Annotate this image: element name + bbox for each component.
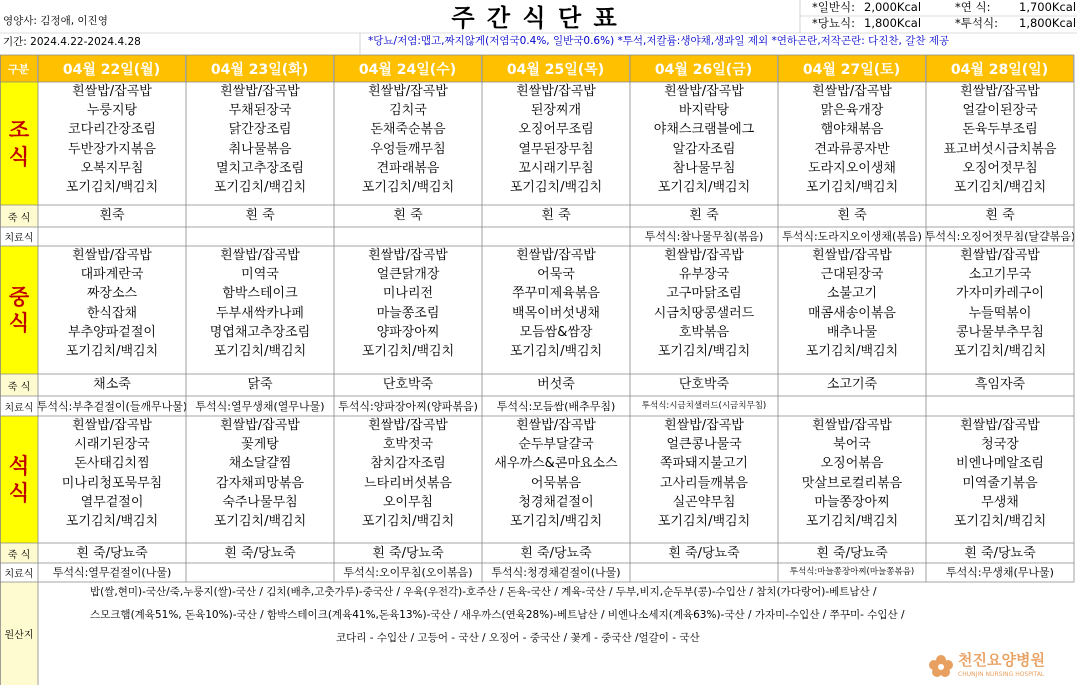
- menu-cell: 꽃게탕: [241, 437, 279, 453]
- menu-cell: 돈육두부조림: [962, 122, 1038, 138]
- menu-cell: 흰쌀밥/잡곡밥: [220, 418, 300, 433]
- flower-icon: [928, 652, 954, 682]
- hospital-logo: [926, 650, 1076, 684]
- menu-cell: 표고버섯시금치볶음: [943, 141, 1057, 157]
- menu-cell: 포기김치/백김치: [361, 344, 455, 359]
- menu-cell: 얼갈이된장국: [962, 103, 1038, 119]
- day-header: 04월 28일(일): [926, 55, 1074, 82]
- origin-line-3: 코다리 - 수입산 / 고등어 - 국산 / 오징어 - 중국산 / 꽃게 - 중국산 /얼갈이 - 국산: [336, 632, 700, 644]
- menu-cell: 마늘쫑장아찌: [814, 494, 890, 510]
- porridge-cell: 채소죽: [93, 377, 131, 392]
- menu-cell: 흰쌀밥/잡곡밥: [960, 84, 1040, 99]
- meal-label-char: 식: [8, 144, 30, 169]
- menu-cell: 흰쌀밥/잡곡밥: [960, 418, 1040, 433]
- menu-cell: 포기김치/백김치: [953, 180, 1047, 195]
- menu-cell: 흰쌀밥/잡곡밥: [960, 248, 1040, 263]
- menu-cell: 시래기된장국: [74, 437, 150, 453]
- menu-cell: 소고기무국: [968, 267, 1032, 283]
- therapy-cell: 투석식:열무겉절이(나물): [52, 566, 172, 579]
- menu-cell: 흰쌀밥/잡곡밥: [664, 248, 744, 263]
- menu-cell: 숙주나물무침: [222, 494, 298, 510]
- porridge-label: 죽 식: [0, 205, 38, 227]
- menu-cell: 콩나물부추무침: [956, 324, 1044, 340]
- menu-cell: 흰쌀밥/잡곡밥: [812, 84, 892, 99]
- menu-cell: 미나리청포묵무침: [61, 475, 163, 491]
- menu-cell: 꼬시래기무침: [518, 160, 594, 176]
- menu-cell: 포기김치/백김치: [213, 180, 307, 195]
- corner-header: 구분: [0, 55, 38, 82]
- therapy-cell: 투석식:도라지오이생채(볶음): [782, 230, 922, 243]
- day-header: 04월 24일(수): [334, 55, 482, 82]
- menu-cell: 포기김치/백김치: [509, 344, 603, 359]
- menu-cell: 포기김치/백김치: [953, 514, 1047, 529]
- therapy-cell: 투석식:모듬쌈(배추무침): [496, 399, 616, 413]
- menu-cell: 포기김치/백김치: [65, 514, 159, 529]
- origin-line-2: 스모크햄(계육51%, 돈육10%)-국산 / 함박스테이크(계육41%,돈육13%)-국산 / 새우까스(연육28%)-베트남산 / 비엔나소세지(계육63%)-국산 / 가자미-수입산 / 쭈꾸미- 수입산 /: [90, 609, 905, 621]
- therapy-cell: 투석식:오이무침(오이볶음): [343, 566, 473, 579]
- menu-cell: 맑은육개장: [820, 103, 884, 119]
- porridge-label: 죽 식: [0, 374, 38, 396]
- menu-cell: 포기김치/백김치: [361, 180, 455, 195]
- menu-cell: 백목이버섯냉채: [512, 305, 600, 321]
- menu-cell: 포기김치/백김치: [657, 180, 751, 195]
- menu-cell: 흰쌀밥/잡곡밥: [664, 84, 744, 99]
- menu-cell: 얼큰닭개장: [376, 267, 440, 283]
- menu-cell: 청국장: [981, 437, 1019, 453]
- porridge-cell: 버섯죽: [537, 377, 575, 392]
- menu-cell: 포기김치/백김치: [509, 180, 603, 195]
- menu-cell: 견과류콩자반: [814, 141, 890, 157]
- menu-cell: 흰쌀밥/잡곡밥: [72, 418, 152, 433]
- therapy-cell: 투석식:시금치샐러드(시금치무침): [641, 400, 767, 411]
- menu-cell: 오복지무침: [80, 160, 144, 176]
- menu-cell: 호박젓국: [382, 437, 434, 453]
- menu-cell: 오징어젓무침: [962, 160, 1038, 176]
- menu-cell: 참치감자조림: [370, 456, 446, 472]
- therapy-label: 치료식: [0, 563, 38, 582]
- origin-label: 원산지: [0, 582, 38, 685]
- menu-cell: 짜장소스: [86, 286, 138, 302]
- porridge-cell: 단호박죽: [382, 377, 434, 392]
- meal-label-char: 석: [8, 454, 30, 479]
- menu-cell: 오이무침: [382, 494, 434, 510]
- menu-cell: 무채된장국: [228, 103, 292, 119]
- menu-cell: 흰쌀밥/잡곡밥: [812, 248, 892, 263]
- therapy-label: 치료식: [0, 396, 38, 416]
- period: 기간: 2024.4.22-2024.4.28: [3, 36, 141, 48]
- menu-cell: 새우까스&콘마요소스: [494, 456, 618, 472]
- day-header: 04월 22일(월): [38, 55, 186, 82]
- menu-cell: 쭈꾸미제육볶음: [512, 286, 600, 302]
- day-header: 04월 23일(화): [186, 55, 334, 82]
- menu-cell: 누룽지탕: [86, 103, 138, 119]
- logo-subtitle: CHUNJIN NURSING HOSPITAL: [958, 671, 1045, 678]
- menu-cell: 미나리전: [382, 286, 434, 302]
- menu-cell: 흰쌀밥/잡곡밥: [516, 418, 596, 433]
- meal-label-dinner: [0, 416, 38, 543]
- calorie-label-soft: *연 식:: [955, 0, 991, 14]
- porridge-cell: 흰 죽: [689, 208, 719, 223]
- menu-cell: 참나물무침: [672, 160, 736, 176]
- therapy-label: 치료식: [0, 227, 38, 246]
- porridge-cell: 흰 죽/당뇨죽: [520, 546, 592, 561]
- menu-cell: 얼큰콩나물국: [666, 437, 742, 453]
- menu-cell: 야채스크램블에그: [653, 122, 755, 138]
- menu-cell: 코다리간장조림: [68, 122, 156, 138]
- menu-cell: 쪽파돼지불고기: [660, 456, 748, 472]
- porridge-cell: 흰 죽: [985, 208, 1015, 223]
- menu-cell: 호박볶음: [678, 324, 730, 340]
- meal-label-lunch: [0, 246, 38, 374]
- menu-cell: 흰쌀밥/잡곡밥: [368, 84, 448, 99]
- menu-cell: 포기김치/백김치: [65, 180, 159, 195]
- menu-cell: 누들떡볶이: [968, 305, 1032, 321]
- menu-cell: 북어국: [833, 437, 871, 453]
- therapy-cell: 투석식:청경채겉절이(나물): [491, 566, 621, 579]
- menu-cell: 유부장국: [678, 267, 730, 283]
- porridge-cell: 흰 죽: [245, 208, 275, 223]
- menu-cell: 소불고기: [826, 286, 878, 302]
- porridge-label: 죽 식: [0, 543, 38, 563]
- menu-cell: 열무된장무침: [518, 141, 594, 157]
- porridge-cell: 흰 죽/당뇨죽: [372, 546, 444, 561]
- calorie-label-general: *일반식:: [812, 0, 855, 14]
- menu-cell: 미역줄기볶음: [962, 475, 1038, 491]
- menu-cell: 맛살브로컬리볶음: [801, 475, 903, 491]
- menu-cell: 모듬쌈&쌈장: [519, 324, 593, 340]
- porridge-cell: 흰죽: [99, 208, 125, 223]
- porridge-cell: 단호박죽: [678, 377, 730, 392]
- therapy-cell: 투석식:열무생채(열무나물): [195, 399, 325, 413]
- menu-cell: 대파계란국: [80, 267, 144, 283]
- meal-label-char: 식: [8, 311, 30, 335]
- logo-name: 천진요양병원: [958, 651, 1045, 669]
- menu-cell: 포기김치/백김치: [657, 514, 751, 529]
- menu-cell: 포기김치/백김치: [805, 180, 899, 195]
- menu-cell: 포기김치/백김치: [213, 514, 307, 529]
- menu-cell: 고사리들깨볶음: [660, 475, 748, 491]
- therapy-cell: 투석식:마늘쫑장아찌(마늘쫑볶음): [789, 567, 915, 578]
- porridge-cell: 흰 죽: [393, 208, 423, 223]
- menu-cell: 순두부달걀국: [518, 437, 594, 453]
- menu-cell: 된장찌개: [530, 103, 582, 119]
- porridge-cell: 흑임자죽: [974, 377, 1026, 392]
- menu-cell: 흰쌀밥/잡곡밥: [72, 248, 152, 263]
- menu-cell: 흰쌀밥/잡곡밥: [72, 84, 152, 99]
- menu-cell: 포기김치/백김치: [509, 514, 603, 529]
- menu-cell: 매콤새송이볶음: [808, 305, 896, 321]
- menu-cell: 가자미카레구이: [956, 286, 1044, 302]
- menu-cell: 포기김치/백김치: [805, 514, 899, 529]
- menu-cell: 느타리버섯볶음: [364, 475, 452, 491]
- menu-cell: 채소달걀찜: [228, 456, 292, 472]
- day-header: 04월 26일(금): [630, 55, 778, 82]
- calorie-value-diabetic: 1,800Kcal: [864, 16, 922, 30]
- therapy-cell: 투석식:부추겉절이(들깨무나물): [36, 399, 188, 413]
- meal-label-char: 조: [8, 118, 30, 143]
- menu-cell: 알감자조림: [672, 141, 736, 157]
- menu-cell: 포기김치/백김치: [213, 344, 307, 359]
- menu-cell: 무생채: [981, 494, 1019, 510]
- therapy-cell: 투석식:무생채(무나물): [946, 566, 1054, 579]
- porridge-cell: 흰 죽/당뇨죽: [964, 546, 1036, 561]
- porridge-cell: 흰 죽/당뇨죽: [816, 546, 888, 561]
- menu-cell: 어묵국: [537, 267, 575, 283]
- day-header: 04월 25일(목): [482, 55, 630, 82]
- menu-cell: 포기김치/백김치: [953, 344, 1047, 359]
- menu-cell: 시금치땅콩샐러드: [653, 305, 755, 321]
- menu-cell: 멸치고추장조림: [216, 160, 304, 176]
- page-title: 주 간 식 단 표: [451, 4, 619, 32]
- menu-cell: 감자채피망볶음: [216, 475, 304, 491]
- origin-line-1: 밥(쌀,현미)-국산/죽,누룽지(쌀)-국산 / 김치(배추,고춧가루)-중국산 / 우육(우전각)-호주산 / 돈육-국산 / 계육-국산 / 두부,비지,순두부(콩)-수입산 / 참치(가다랑어)-베트남산 /: [90, 586, 877, 598]
- menu-cell: 부추양파겉절이: [68, 324, 156, 340]
- menu-cell: 흰쌀밥/잡곡밥: [664, 418, 744, 433]
- menu-cell: 우엉들깨무침: [370, 141, 446, 157]
- menu-cell: 실곤약무침: [672, 494, 736, 510]
- menu-cell: 근대된장국: [820, 267, 884, 283]
- menu-cell: 고구마닭조림: [666, 286, 742, 302]
- menu-cell: 견파래볶음: [376, 160, 440, 176]
- menu-cell: 두반장가지볶음: [68, 141, 156, 157]
- menu-cell: 열무겉절이: [80, 494, 144, 510]
- menu-cell: 명엽채고추장조림: [209, 324, 311, 340]
- porridge-cell: 흰 죽/당뇨죽: [668, 546, 740, 561]
- porridge-cell: 흰 죽/당뇨죽: [76, 546, 148, 561]
- menu-cell: 흰쌀밥/잡곡밥: [368, 418, 448, 433]
- diet-note: *당뇨/저염:맵고,짜지않게(저염국0.4%, 일반국0.6%) *투석,저칼륨:생야채,생과일 제외 *연하곤란,저작곤란: 다진찬, 갈찬 제공: [368, 35, 950, 47]
- meal-label-breakfast: [0, 82, 38, 205]
- menu-cell: 어묵볶음: [530, 475, 582, 491]
- therapy-cell: 투석식:양파장아찌(양파볶음): [338, 399, 478, 413]
- menu-cell: 도라지오이생채: [808, 160, 896, 176]
- porridge-cell: 흰 죽/당뇨죽: [224, 546, 296, 561]
- menu-cell: 미역국: [241, 267, 279, 283]
- therapy-cell: 투석식:참나물무침(볶음): [644, 230, 764, 243]
- menu-cell: 오징어무조림: [518, 122, 594, 138]
- menu-cell: 함박스테이크: [222, 286, 298, 302]
- porridge-cell: 닭죽: [247, 377, 273, 392]
- therapy-cell: 투석식:오징어젓무침(달걀볶음): [924, 230, 1076, 243]
- calorie-label-dialysis: *투석식:: [955, 16, 998, 30]
- menu-cell: 청경채겉절이: [518, 494, 594, 510]
- menu-cell: 포기김치/백김치: [657, 344, 751, 359]
- menu-cell: 오징어볶음: [820, 456, 884, 472]
- porridge-cell: 소고기죽: [826, 377, 878, 392]
- menu-cell: 포기김치/백김치: [805, 344, 899, 359]
- porridge-cell: 흰 죽: [541, 208, 571, 223]
- menu-cell: 흰쌀밥/잡곡밥: [812, 418, 892, 433]
- calorie-value-general: 2,000Kcal: [864, 0, 922, 14]
- menu-cell: 김치국: [389, 103, 427, 119]
- menu-cell: 포기김치/백김치: [361, 514, 455, 529]
- calorie-value-dialysis: 1,800Kcal: [1019, 16, 1077, 30]
- meal-label-char: 식: [8, 480, 30, 505]
- calorie-label-diabetic: *당뇨식:: [812, 16, 855, 30]
- menu-cell: 돈채죽순볶음: [370, 122, 446, 138]
- menu-cell: 마늘쫑조림: [376, 305, 440, 321]
- menu-cell: 두부새싹카나페: [216, 305, 304, 321]
- menu-cell: 흰쌀밥/잡곡밥: [368, 248, 448, 263]
- menu-cell: 양파장아찌: [376, 324, 440, 340]
- menu-cell: 취나물볶음: [228, 141, 292, 157]
- calorie-value-soft: 1,700Kcal: [1019, 0, 1077, 14]
- menu-cell: 닭간장조림: [228, 122, 292, 138]
- day-header: 04월 27일(토): [778, 55, 926, 82]
- menu-cell: 한식잡채: [86, 305, 138, 321]
- menu-cell: 흰쌀밥/잡곡밥: [220, 84, 300, 99]
- meal-label-char: 중: [8, 284, 30, 309]
- menu-cell: 비엔나메알조림: [956, 456, 1044, 472]
- menu-cell: 바지락탕: [678, 103, 730, 119]
- menu-cell: 흰쌀밥/잡곡밥: [516, 84, 596, 99]
- nutritionist: 영양사: 김정애, 이진영: [3, 15, 108, 27]
- menu-cell: 햄야채볶음: [820, 122, 884, 138]
- porridge-cell: 흰 죽: [837, 208, 867, 223]
- menu-cell: 흰쌀밥/잡곡밥: [220, 248, 300, 263]
- menu-cell: 포기김치/백김치: [65, 344, 159, 359]
- menu-cell: 돈사태김치찜: [74, 456, 150, 472]
- menu-cell: 흰쌀밥/잡곡밥: [516, 248, 596, 263]
- menu-cell: 배추나물: [826, 324, 878, 340]
